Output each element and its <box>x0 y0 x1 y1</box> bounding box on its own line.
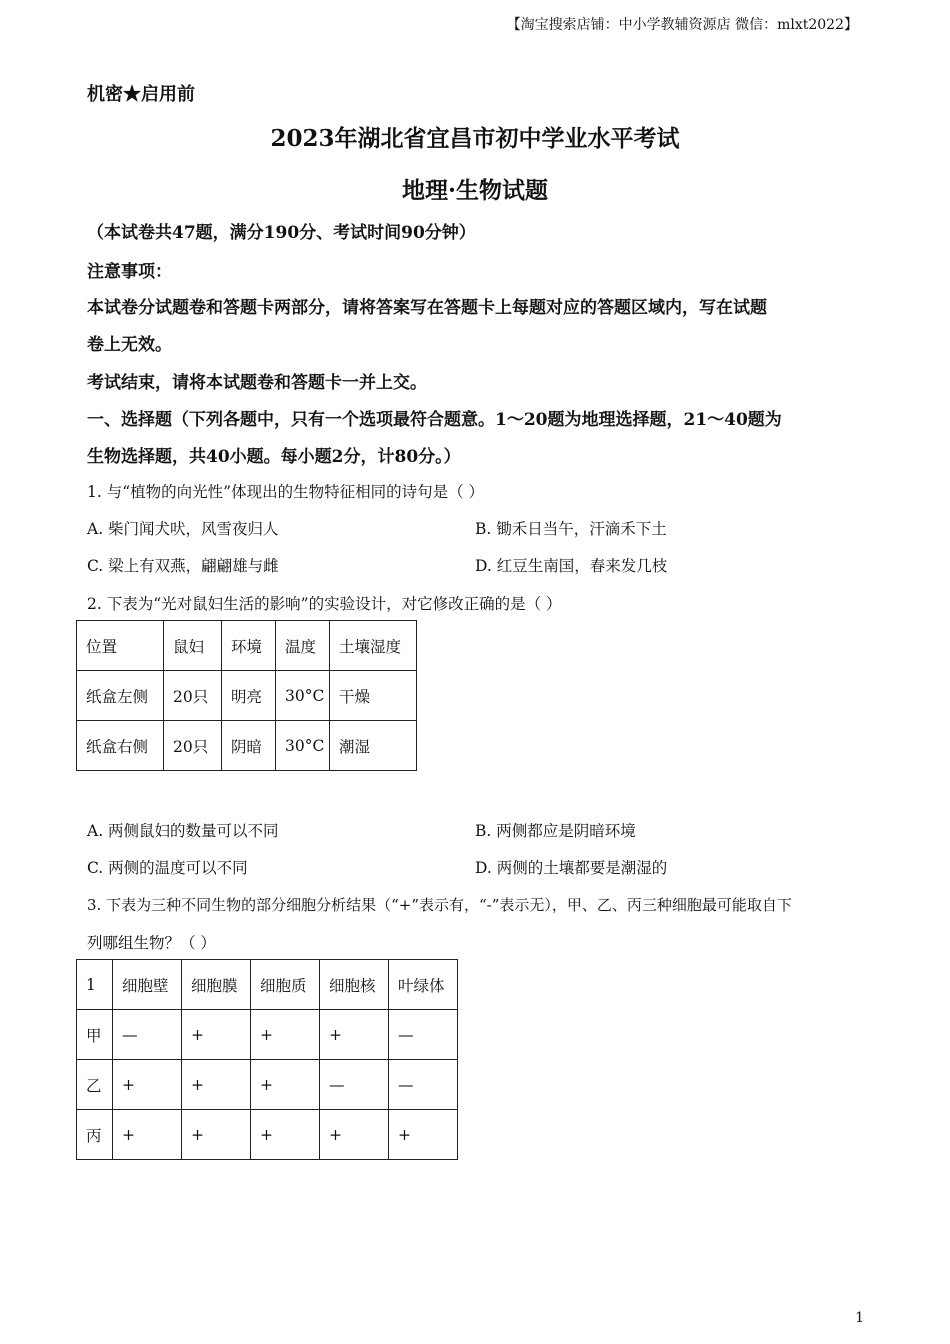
table-cell: — <box>389 1060 458 1110</box>
table-cell: — <box>320 1060 389 1110</box>
table-cell: 甲 <box>77 1010 113 1060</box>
question-1-stem: 1. 与“植物的向光性”体现出的生物特征相同的诗句是（ ） <box>87 483 484 501</box>
question-3-stem-line-1: 3. 下表为三种不同生物的部分细胞分析结果（“+”表示有，“-”表示无），甲、乙、丙三种细胞最可能取自下 <box>87 896 792 914</box>
table-cell: 细胞膜 <box>182 960 251 1010</box>
table-cell: + <box>320 1110 389 1160</box>
table-header-row <box>77 960 458 1010</box>
table-cell: 潮湿 <box>330 721 417 771</box>
table-cell: 20只 <box>164 671 222 721</box>
table-cell: 乙 <box>77 1060 113 1110</box>
table-row <box>77 721 417 771</box>
table-cell: 细胞核 <box>320 960 389 1010</box>
exam-subtitle: 地理·生物试题 <box>401 177 548 204</box>
question-2-option-a: A. 两侧鼠妇的数量可以不同 <box>87 822 279 840</box>
question-1-option-c: C. 梁上有双燕，翩翩雄与雌 <box>87 557 279 575</box>
notes-title: 注意事项： <box>87 262 172 282</box>
table-cell: 细胞壁 <box>113 960 182 1010</box>
question-2-table <box>76 620 417 771</box>
question-2-option-d: D. 两侧的土壤都要是潮湿的 <box>475 859 668 877</box>
exam-info: （本试卷共47题，满分190分、考试时间90分钟） <box>87 223 476 243</box>
note-2: 考试结束，请将本试题卷和答题卡一并上交。 <box>87 373 427 393</box>
question-3-table <box>76 959 458 1160</box>
table-cell: 环境 <box>222 621 276 671</box>
table-cell: 干燥 <box>330 671 417 721</box>
exam-title: 2023年湖北省宜昌市初中学业水平考试 <box>270 125 680 152</box>
table-cell: + <box>113 1110 182 1160</box>
table-cell: 鼠妇 <box>164 621 222 671</box>
table-cell: + <box>389 1110 458 1160</box>
table-cell: 土壤湿度 <box>330 621 417 671</box>
table-row <box>77 1060 458 1110</box>
table-cell: 阴暗 <box>222 721 276 771</box>
table-cell: + <box>251 1010 320 1060</box>
table-row <box>77 671 417 721</box>
section-heading-line-1: 一、选择题（下列各题中，只有一个选项最符合题意。1～20题为地理选择题，21～40题为 <box>87 410 782 430</box>
question-3-stem-line-2: 列哪组生物？（ ） <box>87 934 216 952</box>
table-cell: 叶绿体 <box>389 960 458 1010</box>
table-cell: + <box>113 1060 182 1110</box>
note-1-line-1: 本试卷分试题卷和答题卡两部分，请将答案写在答题卡上每题对应的答题区域内，写在试题 <box>87 298 767 318</box>
question-2-option-c: C. 两侧的温度可以不同 <box>87 859 248 877</box>
table-cell: + <box>251 1110 320 1160</box>
page-number: 1 <box>855 1310 864 1326</box>
table-cell: 丙 <box>77 1110 113 1160</box>
table-cell: + <box>182 1060 251 1110</box>
table-header-row <box>77 621 417 671</box>
question-1-option-d: D. 红豆生南国，春来发几枝 <box>475 557 668 575</box>
table-row <box>77 1110 458 1160</box>
confidential-label: 机密★启用前 <box>87 84 195 105</box>
table-cell: 细胞质 <box>251 960 320 1010</box>
table-row <box>77 1010 458 1060</box>
table-cell: — <box>389 1010 458 1060</box>
question-2-stem: 2. 下表为“光对鼠妇生活的影响”的实验设计，对它修改正确的是（ ） <box>87 595 562 613</box>
table-cell: 1 <box>77 960 113 1010</box>
table-cell: + <box>182 1010 251 1060</box>
table-cell: — <box>113 1010 182 1060</box>
table-cell: 30°C <box>276 721 330 771</box>
section-heading-line-2: 生物选择题，共40小题。每小题2分，计80分。） <box>87 447 461 467</box>
table-cell: 30°C <box>276 671 330 721</box>
table-cell: 位置 <box>77 621 164 671</box>
question-2-option-b: B. 两侧都应是阴暗环境 <box>475 822 636 840</box>
question-1-option-a: A. 柴门闻犬吠，风雪夜归人 <box>87 520 279 538</box>
table-cell: + <box>320 1010 389 1060</box>
table-cell: 纸盒左侧 <box>77 671 164 721</box>
table-cell: + <box>182 1110 251 1160</box>
table-cell: 纸盒右侧 <box>77 721 164 771</box>
page-header: 【淘宝搜索店铺：中小学教辅资源店 微信：mlxt2022】 <box>506 17 858 33</box>
table-cell: + <box>251 1060 320 1110</box>
question-1-option-b: B. 锄禾日当午，汗滴禾下土 <box>475 520 667 538</box>
note-1-line-2: 卷上无效。 <box>87 335 172 355</box>
table-cell: 20只 <box>164 721 222 771</box>
table-cell: 明亮 <box>222 671 276 721</box>
table-cell: 温度 <box>276 621 330 671</box>
